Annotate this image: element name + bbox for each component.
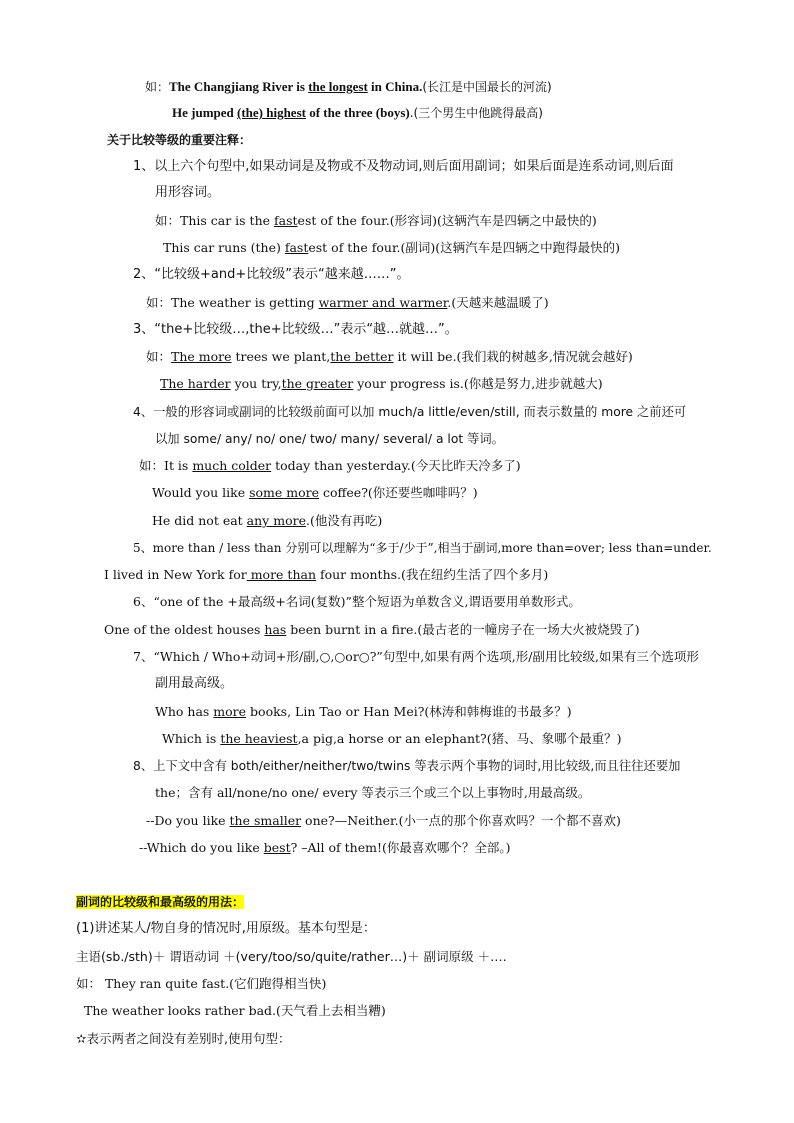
example-trees: 如：The more trees we plant,the better it will be.(我们栽的树越多,情况就会越好)	[146, 349, 633, 364]
example-who-books: Who has more books, Lin Tao or Han Mei?(林涛和韩梅谁的书最多？)	[155, 704, 572, 719]
note-4-cont: 以加 some/ any/ no/ one/ two/ many/ several/ a lot 等词。	[155, 432, 504, 446]
note-7: 7、“Which / Who+动词+形/副,○,○or○?”句型中,如果有两个选项,形/副用比较级,如果有三个选项形	[133, 649, 699, 664]
rule-equal: ✫表示两者之间没有差别时,使用句型：	[76, 1031, 291, 1046]
example-best: --Which do you like best? –All of them!(你最喜欢哪个？全部。)	[139, 840, 511, 855]
example-changjiang: 如：The Changjiang River is the longest in China.(长江是中国最长的河流)	[145, 79, 552, 94]
example-heaviest: Which is the heaviest,a pig,a horse or an elephant?(猪、马、象哪个最重？)	[162, 731, 622, 746]
note-1-cont: 用形容词。	[155, 185, 221, 200]
example-eat: He did not eat any more.(他没有再吃)	[152, 513, 383, 528]
example-oldest-houses: One of the oldest houses has been burnt in a fire.(最古老的一幢房子在一场大火被烧毁了)	[104, 622, 640, 637]
example-jumped: He jumped (the) highest of the three (boys).(三个男生中他跳得最高)	[172, 105, 543, 120]
note-5: 5、more than / less than 分别可以理解为“多于/少于”,相当于副词,more than=over; less than=under.	[133, 541, 712, 555]
rule-1-pattern: 主语(sb./sth)＋ 谓语动词 ＋(very/too/so/quite/rather…)＋ 副词原级 ＋….	[76, 949, 507, 964]
note-8-cont: the；含有 all/none/no one/ every 等表示三个或三个以上事物时,用最高级。	[155, 785, 591, 800]
example-smaller: --Do you like the smaller one?—Neither.(小一点的那个你喜欢吗？一个都不喜欢)	[146, 813, 621, 828]
example-weather-bad: The weather looks rather bad.(天气看上去相当糟)	[84, 1003, 386, 1018]
note-7-cont: 副用最高级。	[155, 676, 234, 691]
note-8: 8、上下文中含有 both/either/neither/two/twins 等表示两个事物的词时,用比较级,而且往往还要加	[133, 759, 681, 773]
example-harder: The harder you try,the greater your progress is.(你越是努力,进步就越大)	[160, 376, 603, 391]
example-weather: 如：The weather is getting warmer and warmer.(天越来越温暖了)	[146, 295, 549, 310]
note-1: 1、以上六个句型中,如果动词是及物或不及物动词,则后面用副词；如果后面是连系动词,则后面	[133, 159, 674, 174]
note-4: 4、一般的形容词或副词的比较级前面可以加 much/a little/even/still, 而表示数量的 more 之前还可	[133, 405, 687, 419]
example-new-york: I lived in New York for more than four months.(我在纽约生活了四个多月)	[104, 567, 549, 582]
example-coffee: Would you like some more coffee?(你还要些咖啡吗？)	[152, 485, 478, 500]
example-colder: 如：It is much colder today than yesterday.(今天比昨天冷多了)	[139, 458, 521, 473]
note-3: 3、“the+比较级…,the+比较级…”表示“越…就越…”。	[133, 322, 458, 337]
example-car-adv: This car runs (the) fastest of the four.(副词)(这辆汽车是四辆之中跑得最快的)	[163, 240, 621, 255]
rule-1: (1)讲述某人/物自身的情况时,用原级。基本句型是：	[76, 921, 376, 936]
example-ran-fast: 如： They ran quite fast.(它们跑得相当快)	[76, 976, 327, 991]
example-car-adj: 如：This car is the fastest of the four.(形容词)(这辆汽车是四辆之中最快的)	[155, 213, 597, 228]
notes-heading: 关于比较等级的重要注释：	[107, 133, 252, 147]
note-6: 6、“one of the +最高级+名词(复数)”整个短语为单数含义,谓语要用单数形式。	[133, 594, 581, 609]
section-heading-adverbs: 副词的比较级和最高级的用法：	[76, 895, 245, 909]
note-2: 2、“比较级+and+比较级”表示“越来越……”。	[133, 267, 410, 282]
